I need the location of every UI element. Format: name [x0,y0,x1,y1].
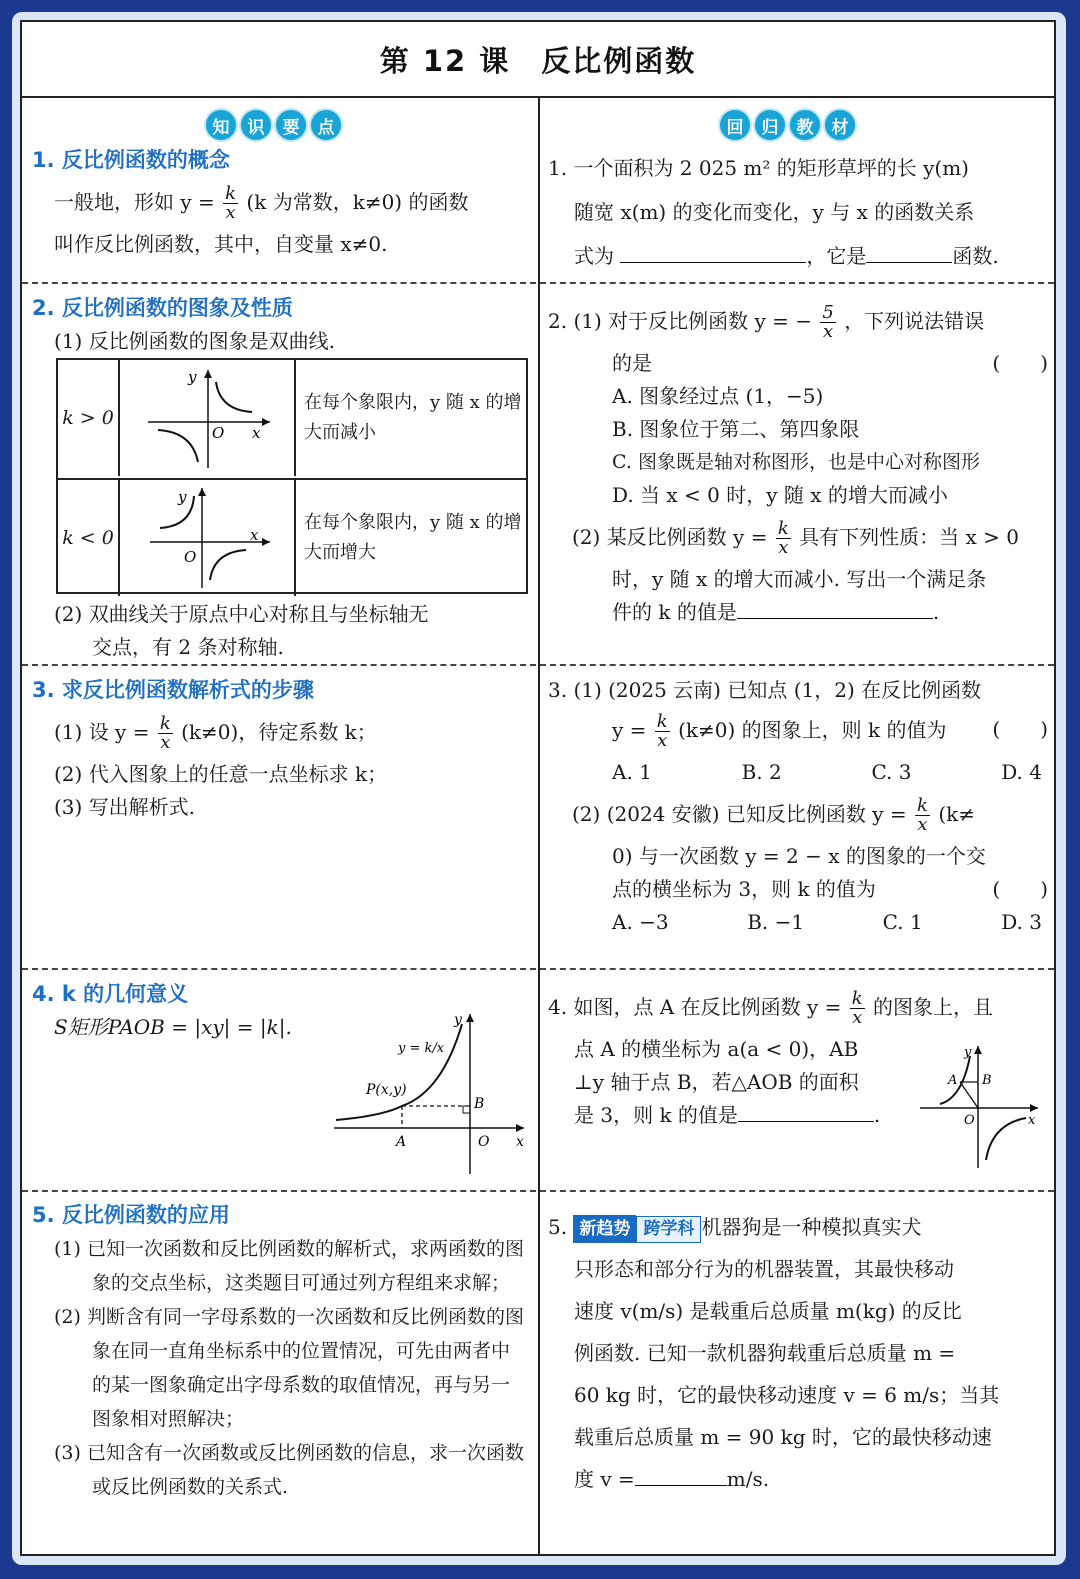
fraction: $\frac{k}{x}$ [159,713,171,753]
option: A. −3 [612,910,669,934]
header-badge: 教 [790,110,820,140]
axis-label-y: y [964,1045,972,1060]
question-5 [548,1206,1048,1500]
section-title: 4. k 的几何意义 [32,982,189,1006]
property-description: 在每个象限内，y 随 x 的增大而增大 [304,512,522,563]
k-geometry-graph [322,1004,532,1180]
axis-label-y: y [188,368,197,386]
property-text: 交点，有 2 条对称轴. [92,635,284,659]
fraction: $\frac{k}{x}$ [851,988,863,1028]
question-text: 4. 如图，点 A 在反比例函数 y = $\frac{k}{x}$ 的图象上，且 [548,988,994,1028]
question-text: 时，y 随 x 的增大而减小. 写出一个满足条 [612,567,987,591]
option: C. 3 [871,760,912,784]
hyperbola-positive-graph [120,360,294,476]
graph-cell [120,360,296,476]
question-text: 点 A 的横坐标为 a(a < 0)，AB [574,1037,859,1061]
definition-line: 叫作反比例函数，其中，自变量 x≠0. [54,232,388,256]
row-divider [22,282,1054,284]
application-item: (1) 已知一次函数和反比例函数的解析式，求两函数的图象的交点坐标，这类题目可通过列方程组来求解； [54,1238,524,1294]
question-text: 1. 一个面积为 2 025 m² 的矩形草坪的长 y(m) [548,156,969,180]
point-a-label: A [396,1134,407,1150]
question-text: (2) 某反比例函数 y = $\frac{k}{x}$ 具有下列性质：当 x > 0 [572,518,1019,558]
fraction: $\frac{k}{x}$ [656,711,668,751]
section-title: 3. 求反比例函数解析式的步骤 [32,678,314,702]
row-divider [22,664,1054,666]
point-a-label: A [948,1073,958,1088]
answer-blank[interactable] [635,1463,727,1486]
origin-label: O [478,1134,490,1150]
header-badge: 知 [206,110,236,140]
section-title: 2. 反比例函数的图象及性质 [32,296,293,320]
knowledge-section-3 [32,674,528,824]
question-text: 点的横坐标为 3，则 k 的值为 ( ) [548,873,1048,906]
header-badge: 要 [276,110,306,140]
answer-blank[interactable] [737,596,933,619]
answer-paren[interactable]: ( ) [992,717,1048,741]
axis-label-y: y [454,1012,462,1028]
step-item: (3) 写出解析式. [54,795,196,819]
options-row [548,906,1042,939]
option-b: B. 图象位于第二、第四象限 [612,417,860,441]
question-1 [548,146,1048,278]
header-badge: 回 [720,110,750,140]
header-badge: 材 [825,110,855,140]
fraction: $\frac{k}{x}$ [225,183,237,223]
textbook-review-header [720,110,855,140]
question-text: 是 3，则 k 的值是 . [548,1099,1048,1132]
option: A. 1 [612,760,652,784]
property-text: (1) 反比例函数的图象是双曲线. [54,329,336,353]
new-trend-tag: 新趋势 [573,1215,636,1243]
axis-label-x: x [250,526,259,544]
point-b-label: B [474,1096,485,1112]
question-text: 式为 ，它是 函数. [548,234,1048,278]
k-condition: k > 0 [58,360,120,476]
cross-discipline-tag: 跨学科 [636,1216,701,1243]
option: C. 1 [882,910,923,934]
table-row [58,478,526,596]
property-text: (2) 双曲线关于原点中心对称且与坐标轴无 [54,602,429,626]
question-text: 度 v = m/s. [548,1458,1048,1500]
knowledge-section-5 [32,1198,528,1504]
header-badge: 识 [241,110,271,140]
section-title: 1. 反比例函数的概念 [32,148,230,172]
axis-label-x: x [516,1134,524,1150]
point-p-label: P(x,y) [366,1082,407,1098]
origin-label: O [184,548,197,566]
fraction: $\frac{k}{x}$ [917,795,928,835]
option: D. 3 [1001,910,1042,934]
knowledge-section-2 [32,292,528,358]
hyperbola-negative-graph [120,480,294,596]
question-text: 5. 新趋势 跨学科 机器狗是一种模拟真实犬 [548,1206,1048,1248]
area-formula: S矩形PAOB = |xy| = |k|. [54,1015,292,1039]
knowledge-section-1 [32,144,528,261]
question-text: 例函数. 已知一款机器狗载重后总质量 m = [574,1341,956,1365]
option-c: C. 图象既是轴对称图形，也是中心对称图形 [612,451,980,473]
axis-label-x: x [1028,1113,1036,1128]
origin-label: O [964,1113,975,1128]
answer-blank[interactable] [866,240,952,263]
application-item: (3) 已知含有一次函数或反比例函数的信息，求一次函数或反比例函数的关系式. [54,1442,524,1498]
properties-table [56,358,528,594]
point-b-label: B [982,1073,992,1088]
worksheet [20,20,1056,1556]
k-condition: k < 0 [58,480,120,596]
answer-blank[interactable] [620,240,806,263]
question-text: ⊥y 轴于点 B，若△AOB 的面积 [574,1070,859,1094]
option: D. 4 [1001,760,1042,784]
knowledge-section-2-note [32,598,528,664]
step-item: (1) 设 y = $\frac{k}{x}$ (k≠0)，待定系数 k； [54,713,377,753]
option-d: D. 当 x < 0 时，y 随 x 的增大而减小 [612,483,948,507]
axis-label-y: y [178,488,187,506]
question-text: 速度 v(m/s) 是载重后总质量 m(kg) 的反比 [574,1299,962,1323]
question-text: (2) (2024 安徽) 已知反比例函数 y = $\frac{k}{x}$ (k≠ [572,795,976,835]
question-text: 件的 k 的值是 . [548,596,1048,629]
application-item: (2) 判断含有同一字母系数的一次函数和反比例函数的图象在同一直角坐标系中的位置情况，可先由两者中的某一图象确定出字母系数的取值情况，再与另一图象相对照解决； [54,1306,524,1430]
question-text: 60 kg 时，它的最快移动速度 v = 6 m/s；当其 [574,1383,1000,1407]
question-text: 随宽 x(m) 的变化而变化，y 与 x 的函数关系 [574,200,975,224]
graph-function-label: y = k/x [398,1041,445,1056]
answer-paren[interactable]: ( ) [992,351,1048,375]
page-title: 第 12 课 反比例函数 [22,22,1054,98]
property-description: 在每个象限内，y 随 x 的增大而减小 [304,392,522,443]
question-text: y = $\frac{k}{x}$ (k≠0) 的图象上，则 k 的值为 ( ) [612,711,1048,751]
option: B. 2 [741,760,782,784]
header-badge: 点 [311,110,341,140]
question-4-graph [916,1042,1046,1172]
origin-label: O [212,424,225,442]
header-badge: 归 [755,110,785,140]
row-divider [22,968,1054,970]
question-2 [548,304,1048,629]
question-text: 3. (1) (2025 云南) 已知点 (1，2) 在反比例函数 [548,678,982,702]
knowledge-points-header [206,110,341,140]
column-divider [538,96,540,1556]
fraction: $\frac{k}{x}$ [777,518,789,558]
fraction: $\frac{5}{x}$ [822,302,834,342]
options-row [548,756,1042,789]
section-title: 5. 反比例函数的应用 [32,1203,230,1227]
question-text: 0) 与一次函数 y = 2 − x 的图象的一个交 [612,844,986,868]
question-text: 载重后总质量 m = 90 kg 时，它的最快移动速 [574,1425,992,1449]
step-item: (2) 代入图象上的任意一点坐标求 k； [54,762,388,786]
row-divider [22,1190,1054,1192]
definition-line: 一般地，形如 y = $\frac{k}{x}$ (k 为常数，k≠0) 的函数 [54,183,469,223]
question-3 [548,674,1048,939]
axis-label-x: x [252,424,261,442]
question-text: 的是 ( ) [548,347,1048,380]
answer-blank[interactable] [738,1099,874,1122]
option: B. −1 [747,910,805,934]
table-row [58,360,526,476]
question-text: 2. (1) 对于反比例函数 y = − $\frac{5}{x}$ ，下列说法错误 [548,302,985,342]
graph-cell [120,480,296,596]
option-a: A. 图象经过点 (1，−5) [612,384,824,408]
answer-paren[interactable]: ( ) [992,877,1048,901]
question-text: 只形态和部分行为的机器装置，其最快移动 [574,1257,954,1281]
